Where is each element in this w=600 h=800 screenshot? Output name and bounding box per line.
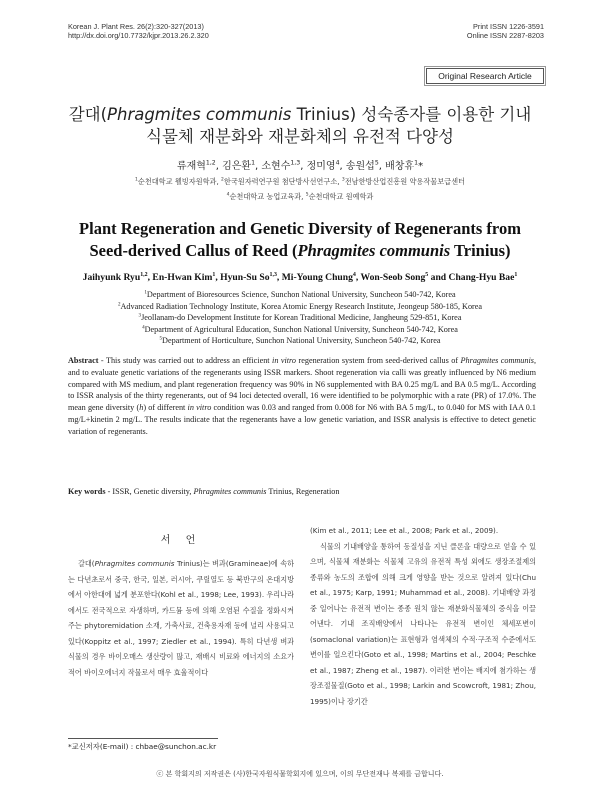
english-author-3: Hyun-Su So: [220, 272, 270, 283]
affil-text: 순천대학교 원예학과: [308, 192, 374, 201]
english-author-sup-5: 5: [425, 271, 429, 278]
korean-author-sep: ,: [300, 161, 307, 172]
article-type-badge: Original Research Article: [426, 68, 544, 84]
intro-left-column: [68, 556, 294, 680]
english-authors: [0, 272, 600, 283]
english-author-sep: ,: [355, 272, 361, 283]
korean-author-4: 정미영: [306, 161, 336, 172]
footnote-divider: [68, 738, 218, 739]
print-issn: Print ISSN 1226-3591: [473, 22, 544, 31]
affil-text: 전남한방산업진흥원 약용작물보급센터: [344, 177, 466, 186]
korean-author-sep: ,: [339, 161, 346, 172]
online-issn: Online ISSN 2287-8203: [466, 31, 544, 40]
korean-author-sup-2: 1: [251, 159, 256, 167]
intro-citation-continuation: (Kim et al., 2011; Lee et al., 2008; Park et al., 2009).: [310, 526, 499, 535]
abstract: Abstract - This study was carried out to address an efficient in vitro regeneration system from seed-derived callus of Phragmites communis, and to evaluate genetic variations of the regenerants using ISSR markers. Shoot regeneration via calli was greatly influenced by N6 medium compared with MS medium, and plant regeneration frequency was 90% in N6 supplemented with BA 0.25 mg/L and BA 0.5 mg/L. According to ISSR analysis of the thirty regenerants, out of 94 loci detected overall, 16 were identified to be polymorphic with a rate (PR) of 17.0%. The mean gene diversity (h) of different in vitro condition was 0.03 and ranged from 0.008 for N6 with BA 5 mg/L, to 0.040 for MS with IAA 0.1 mg/L+kinetin 2 mg/L. The results indicate that the regenerants have a low genetic variation, and ISSR analysis is effective to detect genetic variation of regenerants.: [68, 356, 536, 436]
affil-text: 한국원자력연구원 첨단방사선연구소,: [223, 177, 342, 186]
english-author-sup-1: 1,2: [140, 271, 148, 278]
journal-header: [68, 22, 209, 40]
korean-author-sep: ,: [378, 161, 386, 172]
english-affiliation-2: $^2$Advanced Radiation Technology Institute, Korea Atomic Energy Research Institute, Jeongeup 580-185, Korea: [117, 300, 483, 311]
korean-author-5: 송원섭: [345, 161, 375, 172]
english-author-sup-4: 4: [352, 271, 356, 278]
english-author-sep: ,: [147, 272, 153, 283]
english-affiliation-3: $^3$Jeollanam-do Development Institute for Korean Traditional Medicine, Jangheung 529-851, Korea: [138, 312, 462, 322]
korean-authors: [0, 157, 600, 172]
english-affiliation-5: $^5$Department of Horticulture, Sunchon National University, Suncheon 540-742, Korea: [159, 335, 441, 345]
korean-author-sup-3: 1,3: [290, 159, 301, 167]
intro-paragraph-2: 식물의 기내배양을 통하여 동질성을 지닌 클론을 대량으로 얻을 수 있으며, 식물체 재분화는 식물체 고유의 유전적 특성 외에도 생장조절제의 종류와 농도의 조합에 의해 크게 영향을 받는 것으로 알려져 있다(Chu et al., 1975; Karp, 1991; Muhammad et al., 2008). 기내배양 과정 중 일어나는 유전적 변이는 종종 원치 않는 재분화식물체의 증식을 이끌어낸다. 기내 조직배양에서 나타나는 유전적 변이인 체세포변이(somaclonal variation)는 표현형과 염색체의 수적·구조적 수준에서도 변이를 일으킨다(Goto et al., 1998; Martins et al., 2004; Peschke et al., 1987; Zheng et al., 1987). 이러한 변이는 배지에 첨가하는 생장조절물질(Goto et al., 1998; Larkin and Scowcroft, 1981; Zhou, 1995)이나 장기간: [310, 541, 536, 706]
english-author-sep: and: [428, 272, 449, 283]
english-author-sup-3: 1,3: [269, 271, 277, 278]
affil-text: 순천대학교 농업교육과,: [229, 192, 306, 201]
affil-sup: 4: [226, 192, 230, 198]
abstract-label: Abstract: [68, 356, 99, 365]
copyright-notice: ⓒ 본 학회지의 저작권은 (사)한국자원식물학회지에 있으며, 이의 무단전재나 복제를 금합니다.: [156, 770, 444, 778]
korean-affiliations-line1: [0, 177, 600, 187]
english-author-2: En-Hwan Kim: [152, 272, 213, 283]
korean-title: 갈대(Phragmites communis Trinius) 성숙종자를 이용한 기내 식물체 재분화와 재분화체의 유전적 다양성: [40, 104, 560, 148]
korean-author-2: 김은환: [222, 161, 252, 172]
journal-citation: Korean J. Plant Res. 26(2):320-327(2013): [68, 22, 204, 31]
corresponding-author-footnote: *교신저자(E-mail) : chbae@sunchon.ac.kr: [68, 742, 217, 751]
english-author-1: Jaihyunk Ryu: [82, 272, 141, 283]
affil-sup: 2: [221, 177, 224, 183]
korean-author-sup-6: 1: [414, 159, 419, 167]
korean-author-6: 배창휴: [385, 161, 415, 172]
doi-link[interactable]: http://dx.doi.org/10.7732/kjpr.2013.26.2.320: [68, 31, 209, 40]
english-author-6: Chang-Hyu Bae: [448, 272, 515, 283]
english-affiliation-4: $^4$Department of Agricultural Education, Sunchon National University, Suncheon 540-742, Korea: [142, 323, 458, 334]
english-author-5: Won-Seob Song: [360, 272, 426, 283]
korean-author-sup-5: 5: [374, 159, 379, 167]
intro-paragraph-1: 갈대(Phragmites communis Trinius)는 벼과(Gramineae)에 속하는 다년초로서 중국, 한국, 일본, 러시아, 쿠릴열도 등 북반구의 온대지방에서 아한대에 넓게 분포한다(Kohl et al., 1998; Lee, 1993). 우리나라에서도 전국적으로 자생하며, 카드뮴 등에 의해 오염된 수질을 정화시켜주는 phytoremidation 소재, 가축사료, 건축용자재 등에 널리 사용되고 있다(Koppitz et al., 1997; Ziedler et al., 1994). 특히 다년생 벼과 식물의 경우 바이오매스 생산량이 많고, 재배시 비료와 에너지의 소요가 적어 바이오에너지 작물로서 매우 효율적이다: [68, 559, 294, 677]
korean-author-sep: ,: [255, 161, 262, 172]
english-author-sup-2: 1: [212, 271, 216, 278]
english-author-sep: ,: [276, 272, 282, 283]
korean-author-sep: *: [418, 161, 424, 172]
affil-sup: 3: [341, 177, 345, 183]
english-title: Plant Regeneration and Genetic Diversity of Regenerants from Seed-derived Callus of Reed (Phragmites communis Trinius): [79, 219, 521, 260]
english-title-species: Phragmites communis: [297, 241, 451, 260]
intro-right-column: [310, 523, 536, 709]
affil-sup: 5: [305, 192, 309, 198]
issn-header: [467, 22, 544, 40]
english-author-sep: ,: [215, 272, 221, 283]
keywords-label: Key words: [68, 487, 106, 496]
korean-author-sup-1: 1,2: [205, 159, 216, 167]
korean-affiliations-line2: [0, 192, 600, 202]
keywords: Key words - ISSR, Genetic diversity, Phragmites communis Trinius, Regeneration: [68, 487, 340, 496]
korean-author-sup-4: 4: [335, 159, 340, 167]
section-title-introduction: 서 언: [160, 535, 202, 546]
korean-title-line2: 식물체 재분화와 재분화체의 유전적 다양성: [146, 127, 454, 146]
affil-text: 순천대학교 웰빙자원학과,: [137, 177, 222, 186]
english-author-sup-6: 1: [514, 271, 518, 278]
korean-author-sep: ,: [215, 161, 223, 172]
korean-title-species: Phragmites communis: [107, 105, 292, 124]
affil-sup: 1: [134, 177, 138, 183]
korean-author-1: 류재혁: [176, 161, 206, 172]
korean-author-3: 소현수: [261, 161, 291, 172]
english-affiliation-1: $^1$Department of Bioresources Science, Sunchon National University, Suncheon 540-742, Korea: [144, 289, 456, 299]
english-author-4: Mi-Young Chung: [281, 272, 353, 283]
